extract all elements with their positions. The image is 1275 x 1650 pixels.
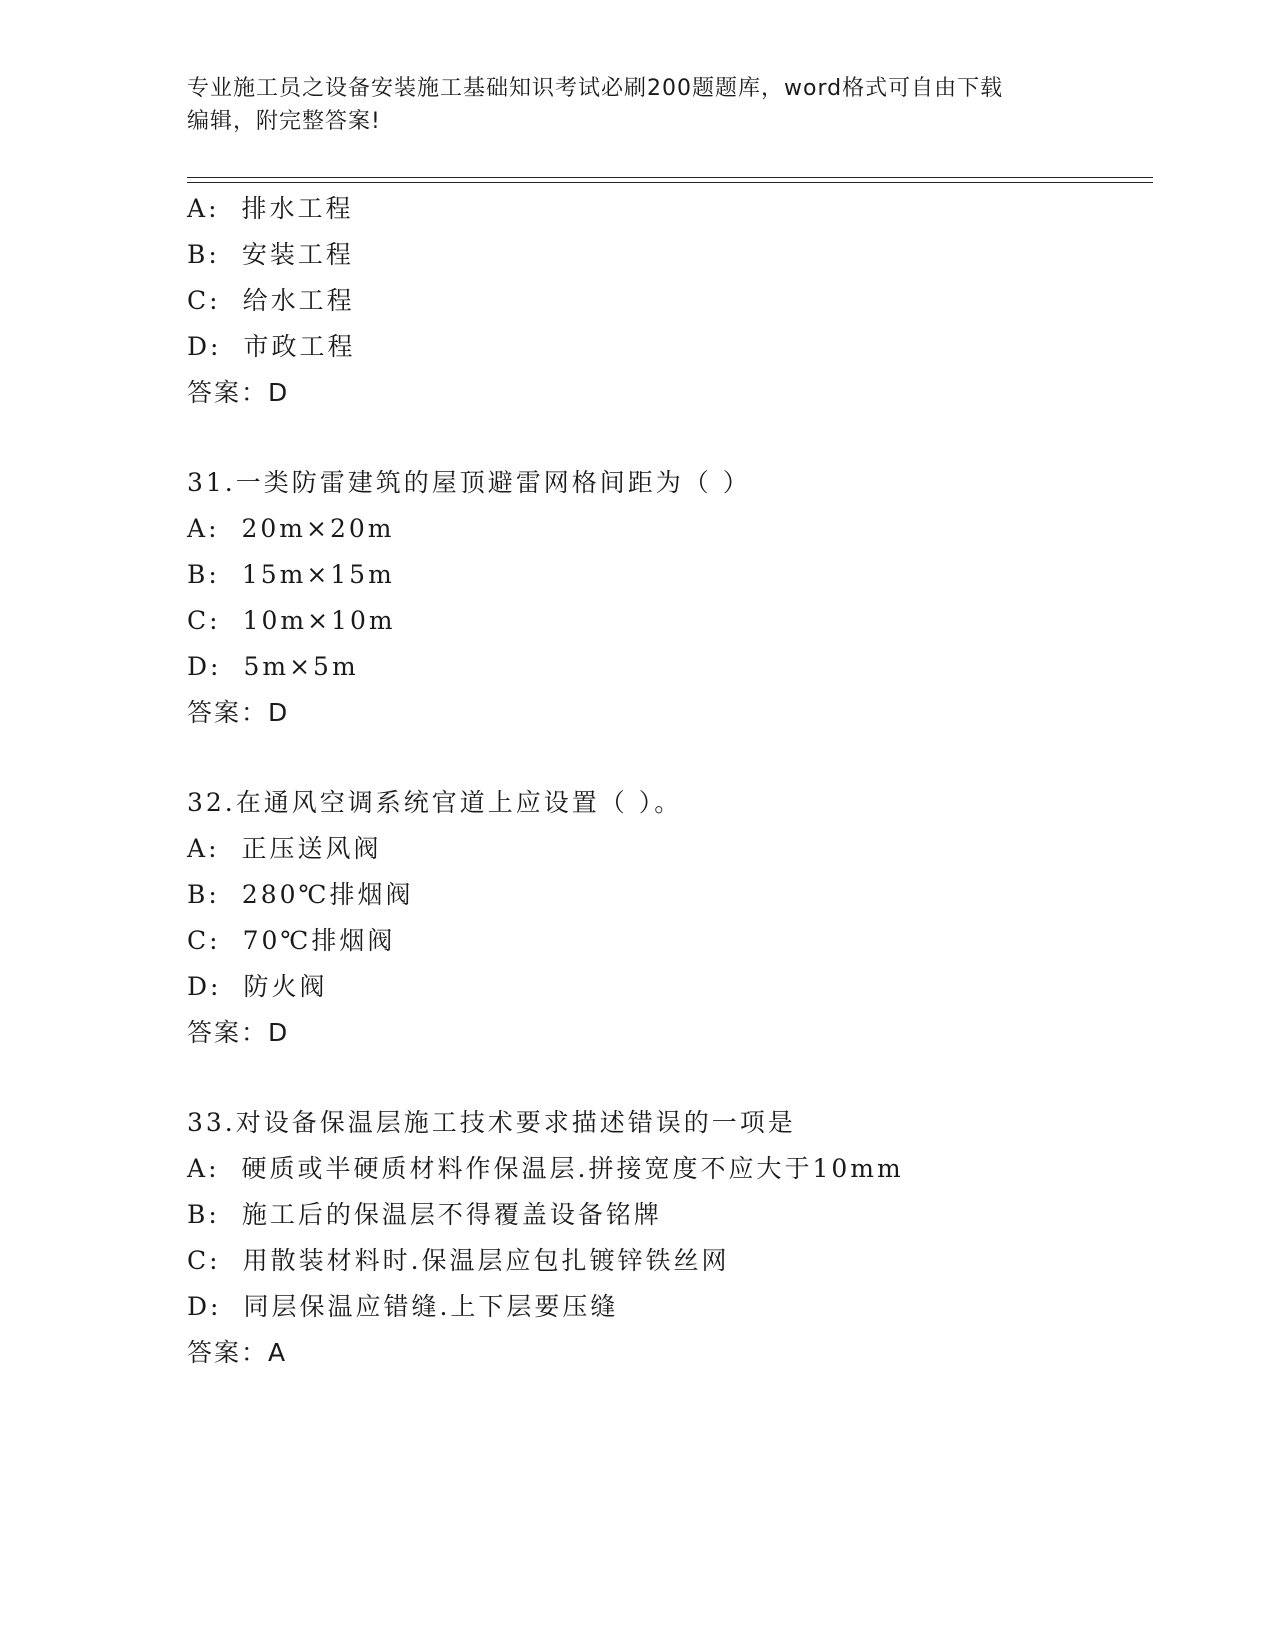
question-list [187, 186, 1153, 1376]
question-block-30 [187, 186, 1153, 416]
option-c: C: 70℃排烟阀 [187, 926, 396, 955]
option-b: B: 15m×15m [187, 560, 395, 589]
option-b: B: 施工后的保温层不得覆盖设备铭牌 [187, 1200, 662, 1229]
question-title: 33.对设备保温层施工技术要求描述错误的一项是 [187, 1108, 796, 1137]
option-c: C: 用散装材料时.保温层应包扎镀锌铁丝网 [187, 1246, 730, 1275]
option-c: C: 给水工程 [187, 286, 355, 315]
header-line-2: 编辑，附完整答案! [187, 109, 381, 134]
question-title: 32.在通风空调系统官道上应设置（ ）。 [187, 788, 683, 817]
option-a: A: 硬质或半硬质材料作保温层.拼接宽度不应大于10mm [187, 1154, 904, 1183]
option-d: D: 市政工程 [187, 332, 356, 361]
option-a: A: 排水工程 [187, 194, 354, 223]
option-b: B: 280℃排烟阀 [187, 880, 414, 909]
answer-line: 答案：A [187, 1338, 288, 1367]
question-block-32 [187, 780, 1153, 1056]
header-line-1: 专业施工员之设备安装施工基础知识考试必刷200题题库，word格式可自由下载 [187, 76, 1004, 101]
option-a: A: 20m×20m [187, 514, 395, 543]
document-header [187, 72, 1067, 138]
answer-line: 答案：D [187, 378, 290, 407]
option-c: C: 10m×10m [187, 606, 396, 635]
option-d: D: 5m×5m [187, 652, 359, 681]
option-a: A: 正压送风阀 [187, 834, 382, 863]
option-d: D: 防火阀 [187, 972, 328, 1001]
question-block-33 [187, 1100, 1153, 1376]
header-divider-top [187, 177, 1153, 178]
answer-line: 答案：D [187, 698, 290, 727]
answer-line: 答案：D [187, 1018, 290, 1047]
option-d: D: 同层保温应错缝.上下层要压缝 [187, 1292, 619, 1321]
question-block-31 [187, 460, 1153, 736]
option-b: B: 安装工程 [187, 240, 354, 269]
header-divider-bottom [187, 182, 1153, 183]
question-title: 31.一类防雷建筑的屋顶避雷网格间距为（ ） [187, 468, 751, 497]
